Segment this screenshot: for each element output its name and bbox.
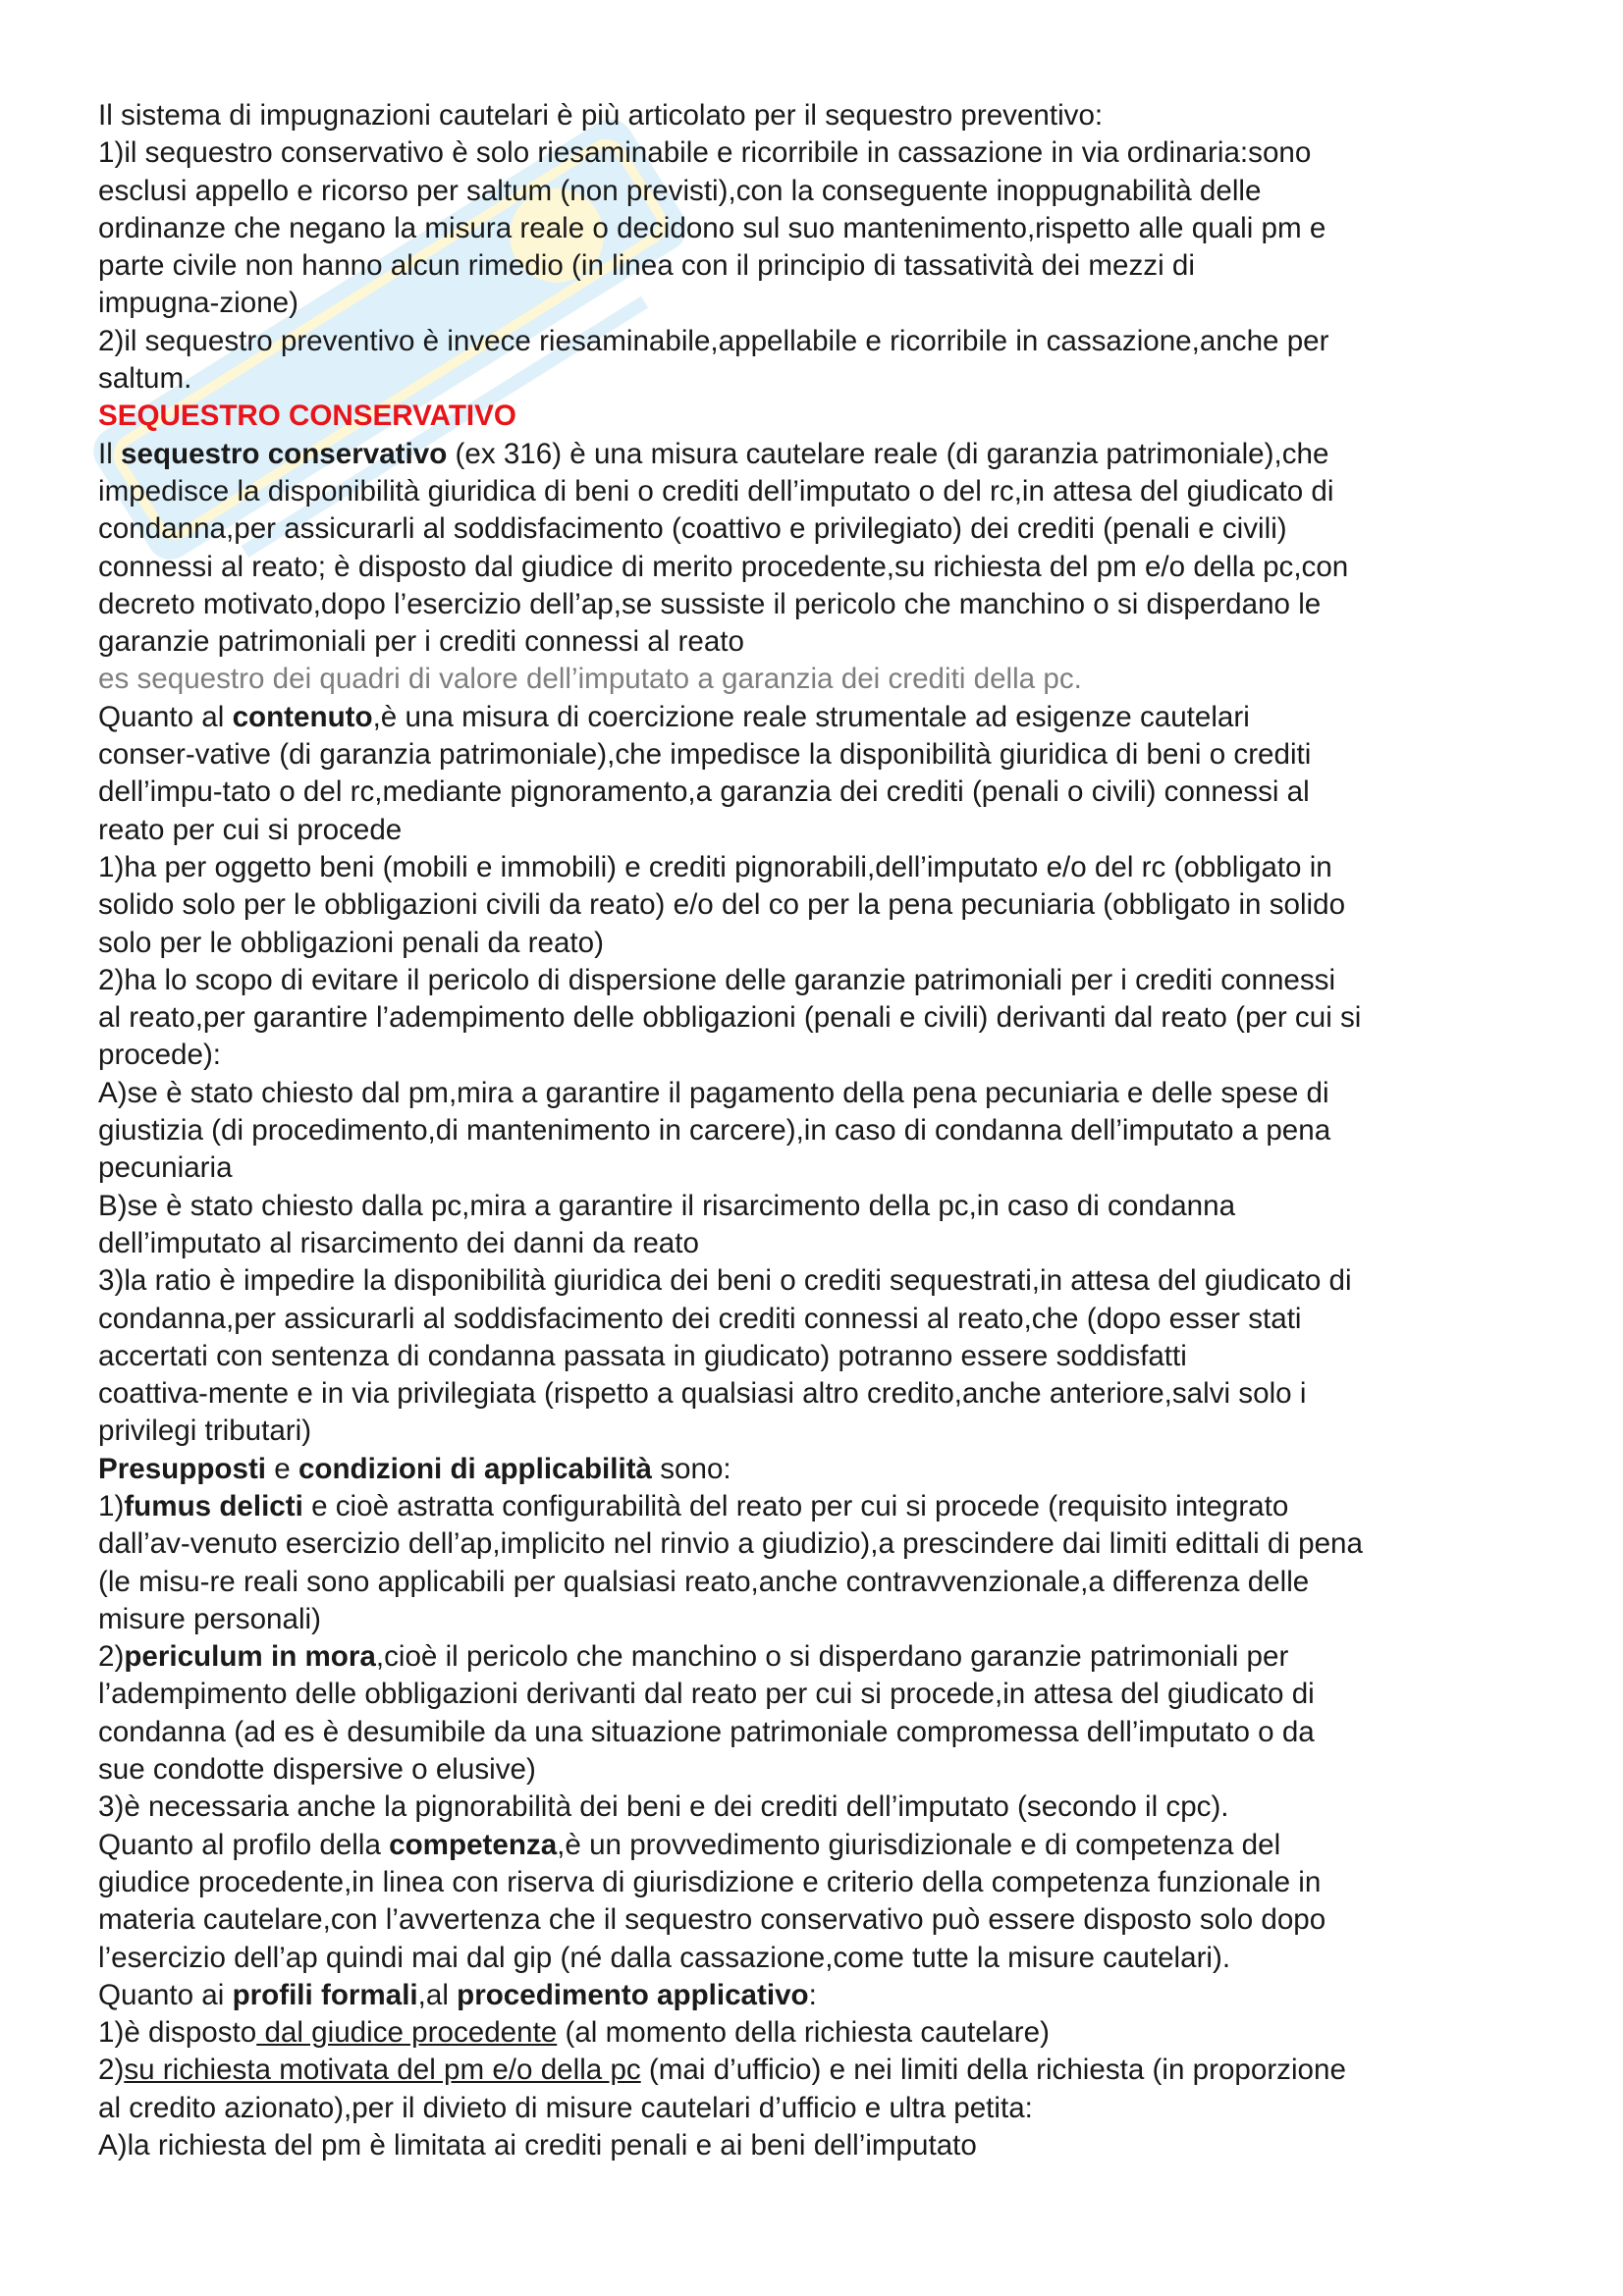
text-span: Quanto al bbox=[98, 700, 233, 733]
text-line: al reato,per garantire l’adempimento delle obbligazioni (penali e civili) derivanti dal reato (per cui si bbox=[98, 1001, 1362, 1035]
text-span: 1) bbox=[98, 1489, 125, 1522]
text-line: ordinanze che negano la misura reale o decidono sul suo mantenimento,rispetto alle quali pm e bbox=[98, 211, 1326, 244]
text-line: al credito azionato),per il divieto di misure cautelari d’ufficio e ultra petita: bbox=[98, 2091, 1033, 2124]
text-line: pecuniaria bbox=[98, 1151, 233, 1185]
underlined-text: su richiesta motivata del pm e/o della pc bbox=[124, 2054, 641, 2087]
text-line bbox=[98, 2014, 1561, 2052]
text-span: Quanto al profilo della bbox=[98, 1828, 390, 1861]
text-line: 1)ha per oggetto beni (mobili e immobili) e crediti pignorabili,dell’imputato e/o del rc (obbligato in bbox=[98, 850, 1332, 883]
text-span: 1)è disposto bbox=[98, 2016, 257, 2050]
text-line: materia cautelare,con l’avvertenza che il sequestro conservativo può essere disposto solo dopo bbox=[98, 1903, 1326, 1937]
text-line: solo per le obbligazioni penali da reato) bbox=[98, 926, 604, 959]
text-line: decreto motivato,dopo l’esercizio dell’ap,se sussiste il pericolo che manchino o si disperdano le bbox=[98, 587, 1322, 620]
example-line: es sequestro dei quadri di valore dell’imputato a garanzia dei crediti della pc. bbox=[98, 663, 1082, 696]
text-line: parte civile non hanno alcun rimedio (in linea con il principio di tassatività dei mezzi di bbox=[98, 249, 1195, 283]
text-line bbox=[98, 699, 1561, 736]
bold-term: competenza bbox=[389, 1828, 558, 1861]
bold-term: procedimento applicativo bbox=[457, 1978, 809, 2011]
text-line: Il sistema di impugnazioni cautelari è più articolato per il sequestro preventivo: bbox=[98, 99, 1104, 132]
text-span: ,è una misura di coercizione reale strumentale ad esigenze cautelari bbox=[372, 700, 1250, 733]
text-line: giustizia (di procedimento,di mantenimento in carcere),in caso di condanna dell’imputato a pena bbox=[98, 1114, 1331, 1148]
text-line: accertati con sentenza di condanna passata in giudicato) potranno essere soddisfatti bbox=[98, 1339, 1187, 1372]
text-line: reato per cui si procede bbox=[98, 813, 403, 846]
text-span: ,è un provvedimento giurisdizionale e di competenza del bbox=[557, 1828, 1281, 1861]
text-line bbox=[98, 1638, 1561, 1676]
text-line: privilegi tributari) bbox=[98, 1415, 312, 1448]
text-line: esclusi appello e ricorso per saltum (non previsti),con la conseguente inoppugnabilità delle bbox=[98, 174, 1262, 207]
text-line: 2)il sequestro preventivo è invece riesaminabile,appellabile e ricorribile in cassazione,anche per bbox=[98, 324, 1329, 357]
text-line: conser-vative (di garanzia patrimoniale),che impedisce la disponibilità giuridica di beni o crediti bbox=[98, 738, 1312, 772]
text-line bbox=[98, 1451, 1561, 1488]
text-line: 3)la ratio è impedire la disponibilità giuridica dei beni o crediti sequestrati,in attesa del giudicato di bbox=[98, 1264, 1352, 1298]
bold-term: periculum in mora bbox=[124, 1640, 376, 1674]
text-line: garanzie patrimoniali per i crediti connessi al reato bbox=[98, 625, 744, 659]
text-span: ,al bbox=[417, 1978, 458, 2011]
text-line: impugna-zione) bbox=[98, 287, 298, 320]
document-page bbox=[98, 97, 1561, 2164]
text-span: : bbox=[808, 1978, 817, 2011]
text-span: e bbox=[266, 1452, 298, 1485]
text-line bbox=[98, 1977, 1561, 2014]
text-line bbox=[98, 1488, 1561, 1525]
text-line: 2)ha lo scopo di evitare il pericolo di dispersione delle garanzie patrimoniali per i crediti connessi bbox=[98, 963, 1336, 996]
text-line: 3)è necessaria anche la pignorabilità dei beni e dei crediti dell’imputato (secondo il cpc). bbox=[98, 1790, 1229, 1824]
text-line: saltum. bbox=[98, 362, 192, 396]
text-line: misure personali) bbox=[98, 1602, 321, 1635]
text-line: l’adempimento delle obbligazioni derivanti dal reato per cui si procede,in attesa del giudicato di bbox=[98, 1678, 1315, 1711]
text-line: giudice procedente,in linea con riserva di giurisdizione e criterio della competenza funzionale in bbox=[98, 1865, 1322, 1898]
underlined-text: dal giudice procedente bbox=[256, 2016, 558, 2050]
text-line: dell’impu-tato o del rc,mediante pignoramento,a garanzia dei crediti (penali o civili) connessi al bbox=[98, 775, 1310, 809]
text-line: l’esercizio dell’ap quindi mai dal gip (né dalla cassazione,come tutte la misure cautelari). bbox=[98, 1941, 1231, 1974]
text-span: Il bbox=[98, 437, 122, 470]
text-line bbox=[98, 436, 1561, 473]
text-line bbox=[98, 1827, 1561, 1864]
bold-term: fumus delicti bbox=[124, 1489, 303, 1522]
text-span: e cioè astratta configurabilità del reato per cui si procede (requisito integrato bbox=[302, 1489, 1289, 1522]
text-span: Quanto ai bbox=[98, 1978, 233, 2011]
text-span: (mai d’ufficio) e nei limiti della richiesta (in proporzione bbox=[640, 2054, 1346, 2087]
text-span: 2) bbox=[98, 2054, 125, 2087]
bold-term: Presupposti bbox=[98, 1452, 267, 1485]
text-line: procede): bbox=[98, 1039, 222, 1072]
text-line: 1)il sequestro conservativo è solo riesaminabile e ricorribile in cassazione in via ordinaria:sono bbox=[98, 136, 1312, 170]
text-line: A)la richiesta del pm è limitata ai crediti penali e ai beni dell’imputato bbox=[98, 2129, 977, 2163]
text-line: dell’imputato al risarcimento dei danni da reato bbox=[98, 1226, 699, 1259]
text-line: solido solo per le obbligazioni civili da reato) e/o del co per la pena pecuniaria (obbligato in solido bbox=[98, 888, 1346, 922]
text-line: condanna (ad es è desumibile da una situazione patrimoniale compromessa dell’imputato o da bbox=[98, 1715, 1315, 1748]
bold-term: contenuto bbox=[232, 700, 373, 733]
text-line bbox=[98, 2052, 1561, 2089]
text-line: dall’av-venuto esercizio dell’ap,implicito nel rinvio a giudizio),a prescindere dai limiti edittali di pena bbox=[98, 1527, 1363, 1561]
text-span: ,cioè il pericolo che manchino o si disperdano garanzie patrimoniali per bbox=[375, 1640, 1289, 1674]
text-line: B)se è stato chiesto dalla pc,mira a garantire il risarcimento della pc,in caso di condanna bbox=[98, 1189, 1236, 1222]
text-span: sono: bbox=[652, 1452, 731, 1485]
text-line: condanna,per assicurarli al soddisfacimento (coattivo e privilegiato) dei crediti (penali e civili) bbox=[98, 512, 1287, 546]
text-span: (al momento della richiesta cautelare) bbox=[557, 2016, 1050, 2050]
text-span: (ex 316) è una misura cautelare reale (di garanzia patrimoniale),che bbox=[447, 437, 1329, 470]
text-line: connessi al reato; è disposto dal giudice di merito procedente,su richiesta del pm e/o della pc,con bbox=[98, 550, 1349, 583]
section-heading: SEQUESTRO CONSERVATIVO bbox=[98, 400, 516, 433]
text-span: 2) bbox=[98, 1640, 125, 1674]
bold-term: profili formali bbox=[232, 1978, 418, 2011]
bold-term: condizioni di applicabilità bbox=[298, 1452, 653, 1485]
text-line: impedisce la disponibilità giuridica di beni o crediti dell’imputato o del rc,in attesa del giudicato di bbox=[98, 474, 1334, 507]
text-line: condanna,per assicurarli al soddisfacimento dei crediti connessi al reato,che (dopo esser stati bbox=[98, 1302, 1302, 1335]
text-line: (le misu-re reali sono applicabili per qualsiasi reato,anche contravvenzionale,a differenza delle bbox=[98, 1565, 1310, 1598]
bold-term: sequestro conservativo bbox=[121, 437, 448, 470]
text-line: sue condotte dispersive o elusive) bbox=[98, 1753, 536, 1787]
text-line: coattiva-mente e in via privilegiata (rispetto a qualsiasi altro credito,anche anteriore,salvi solo i bbox=[98, 1377, 1307, 1411]
text-line: A)se è stato chiesto dal pm,mira a garantire il pagamento della pena pecuniaria e delle spese di bbox=[98, 1076, 1329, 1109]
